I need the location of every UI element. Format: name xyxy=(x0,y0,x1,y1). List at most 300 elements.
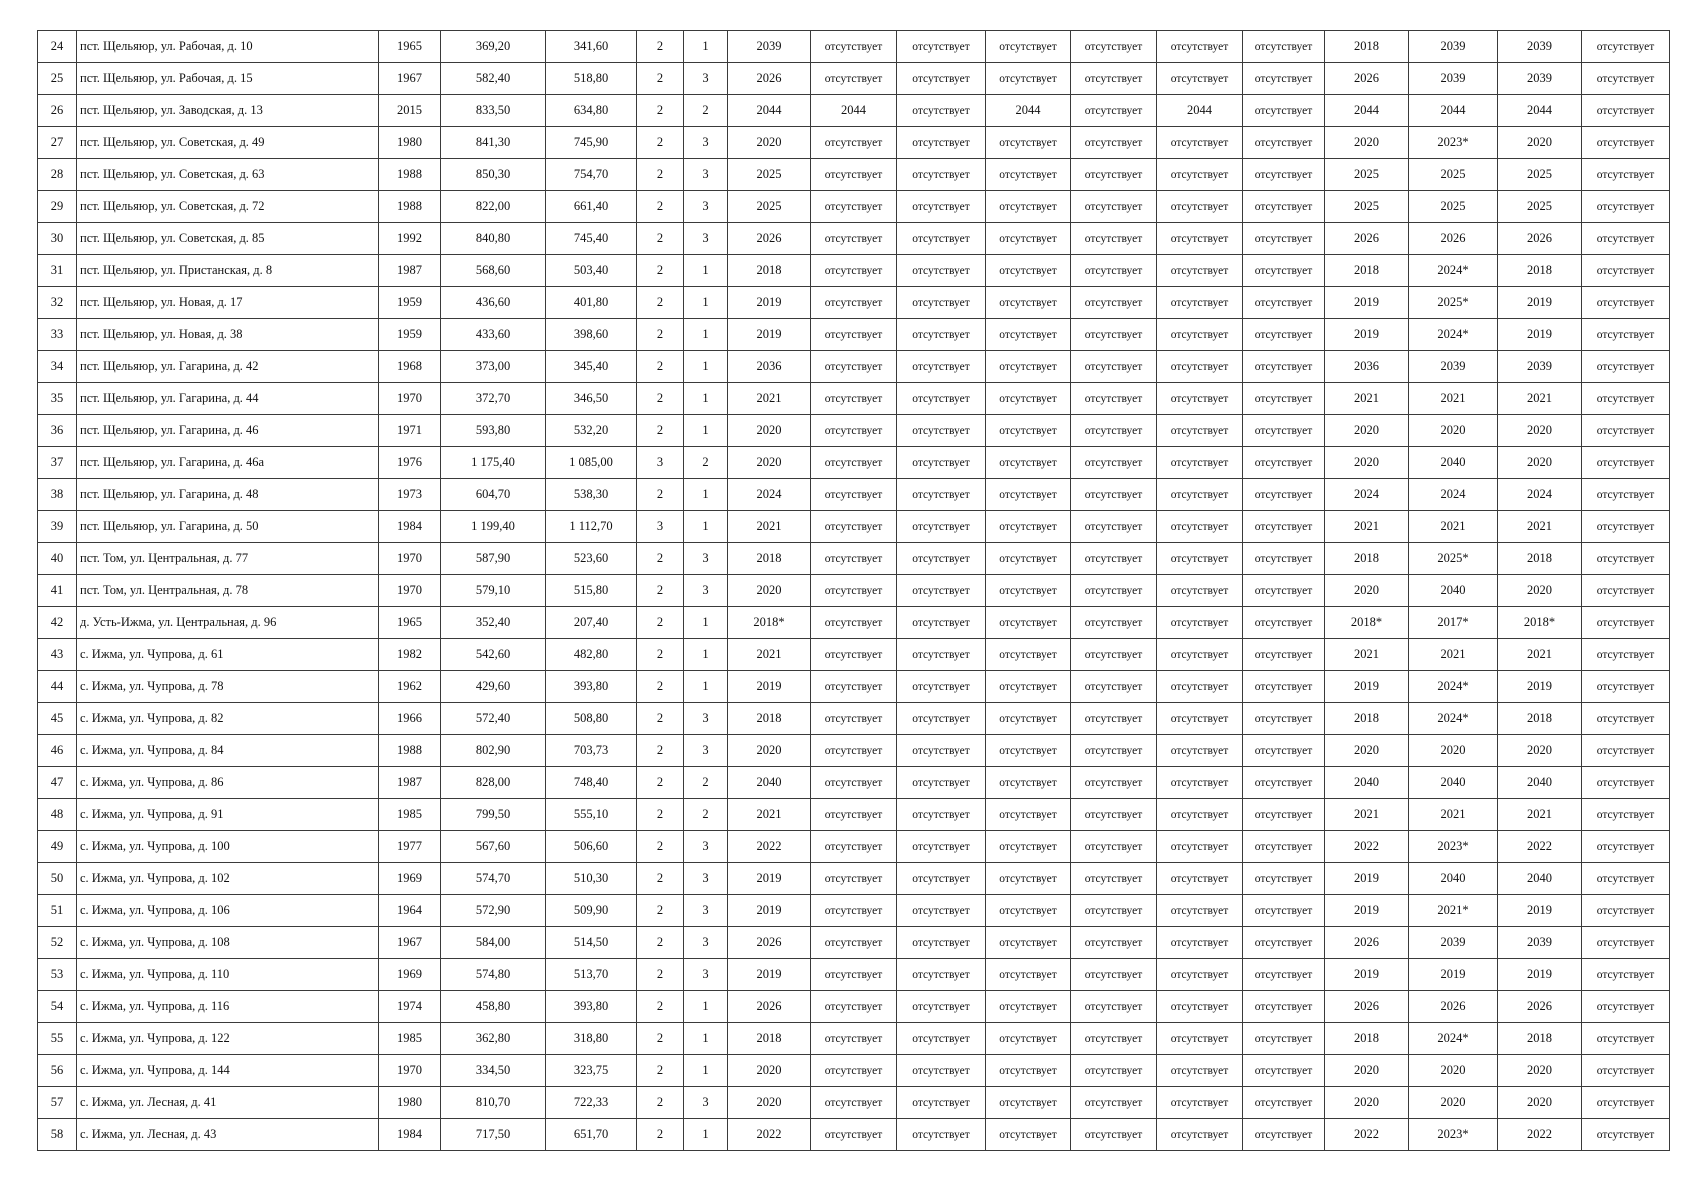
table-row xyxy=(38,927,1670,959)
table-cell: отсутствует xyxy=(811,735,897,767)
table-cell: отсутствует xyxy=(1157,255,1243,287)
table-cell: отсутствует xyxy=(897,351,986,383)
table-cell: отсутствует xyxy=(1582,735,1670,767)
table-cell: 2017* xyxy=(1409,607,1498,639)
living-area-cell: 341,60 xyxy=(546,31,637,63)
table-row xyxy=(38,63,1670,95)
table-cell: отсутствует xyxy=(1071,1055,1157,1087)
table-cell: 2026 xyxy=(1409,223,1498,255)
table-cell: отсутствует xyxy=(811,703,897,735)
table-cell: 2019 xyxy=(1325,671,1409,703)
entrances-cell: 1 xyxy=(684,1023,728,1055)
address-cell: пст. Щельяюр, ул. Гагарина, д. 44 xyxy=(77,383,379,415)
table-cell: отсутствует xyxy=(1157,767,1243,799)
row-number-cell: 26 xyxy=(38,95,77,127)
table-cell: отсутствует xyxy=(1582,895,1670,927)
repair-year-cell: 2018 xyxy=(728,543,811,575)
table-cell: отсутствует xyxy=(1157,287,1243,319)
living-area-cell: 513,70 xyxy=(546,959,637,991)
table-cell: отсутствует xyxy=(1071,831,1157,863)
table-cell: 2020 xyxy=(1325,575,1409,607)
table-cell: отсутствует xyxy=(1582,31,1670,63)
table-cell: отсутствует xyxy=(897,831,986,863)
living-area-cell: 506,60 xyxy=(546,831,637,863)
total-area-cell: 828,00 xyxy=(441,767,546,799)
table-cell: отсутствует xyxy=(1157,735,1243,767)
total-area-cell: 593,80 xyxy=(441,415,546,447)
address-cell: пст. Щельяюр, ул. Гагарина, д. 50 xyxy=(77,511,379,543)
table-cell: отсутствует xyxy=(1157,895,1243,927)
table-cell: 2019 xyxy=(1325,319,1409,351)
entrances-cell: 2 xyxy=(684,95,728,127)
repair-year-cell: 2026 xyxy=(728,927,811,959)
table-cell: отсутствует xyxy=(1071,383,1157,415)
table-cell: 2039 xyxy=(1498,927,1582,959)
repair-year-cell: 2019 xyxy=(728,959,811,991)
repair-year-cell: 2020 xyxy=(728,447,811,479)
floors-cell: 2 xyxy=(637,991,684,1023)
table-cell: 2018 xyxy=(1325,543,1409,575)
build-year-cell: 1964 xyxy=(379,895,441,927)
table-cell: отсутствует xyxy=(986,1023,1071,1055)
floors-cell: 2 xyxy=(637,1087,684,1119)
build-year-cell: 1984 xyxy=(379,1119,441,1151)
row-number-cell: 27 xyxy=(38,127,77,159)
living-area-cell: 745,90 xyxy=(546,127,637,159)
address-cell: пст. Щельяюр, ул. Новая, д. 38 xyxy=(77,319,379,351)
table-cell: отсутствует xyxy=(1157,1087,1243,1119)
repair-year-cell: 2036 xyxy=(728,351,811,383)
address-cell: с. Ижма, ул. Чупрова, д. 78 xyxy=(77,671,379,703)
table-cell: отсутствует xyxy=(1071,799,1157,831)
entrances-cell: 3 xyxy=(684,863,728,895)
living-area-cell: 532,20 xyxy=(546,415,637,447)
repair-year-cell: 2018 xyxy=(728,703,811,735)
floors-cell: 2 xyxy=(637,479,684,511)
table-row xyxy=(38,511,1670,543)
table-cell: 2021 xyxy=(1498,383,1582,415)
floors-cell: 2 xyxy=(637,319,684,351)
table-cell: 2020 xyxy=(1325,447,1409,479)
table-cell: отсутствует xyxy=(986,287,1071,319)
table-cell: отсутствует xyxy=(811,799,897,831)
living-area-cell: 515,80 xyxy=(546,575,637,607)
table-cell: 2019 xyxy=(1409,959,1498,991)
living-area-cell: 393,80 xyxy=(546,671,637,703)
table-cell: 2025 xyxy=(1498,191,1582,223)
table-cell: отсутствует xyxy=(897,31,986,63)
row-number-cell: 28 xyxy=(38,159,77,191)
repair-year-cell: 2020 xyxy=(728,1087,811,1119)
table-cell: отсутствует xyxy=(897,767,986,799)
row-number-cell: 47 xyxy=(38,767,77,799)
address-cell: пст. Щельяюр, ул. Гагарина, д. 48 xyxy=(77,479,379,511)
table-cell: отсутствует xyxy=(811,383,897,415)
table-row xyxy=(38,287,1670,319)
table-cell: 2024 xyxy=(1498,479,1582,511)
address-cell: пст. Щельяюр, ул. Пристанская, д. 8 xyxy=(77,255,379,287)
repair-year-cell: 2021 xyxy=(728,639,811,671)
table-row xyxy=(38,703,1670,735)
table-cell: отсутствует xyxy=(897,1087,986,1119)
table-cell: отсутствует xyxy=(811,287,897,319)
address-cell: с. Ижма, ул. Чупрова, д. 91 xyxy=(77,799,379,831)
table-cell: отсутствует xyxy=(986,31,1071,63)
table-cell: отсутствует xyxy=(1582,1055,1670,1087)
table-row xyxy=(38,1055,1670,1087)
table-cell: 2044 xyxy=(811,95,897,127)
table-cell: 2019 xyxy=(1325,959,1409,991)
table-cell: отсутствует xyxy=(897,383,986,415)
table-cell: отсутствует xyxy=(1243,511,1325,543)
table-cell: 2021* xyxy=(1409,895,1498,927)
entrances-cell: 1 xyxy=(684,255,728,287)
living-area-cell: 482,80 xyxy=(546,639,637,671)
total-area-cell: 433,60 xyxy=(441,319,546,351)
floors-cell: 2 xyxy=(637,607,684,639)
address-cell: пст. Том, ул. Центральная, д. 77 xyxy=(77,543,379,575)
total-area-cell: 568,60 xyxy=(441,255,546,287)
table-cell: отсутствует xyxy=(986,703,1071,735)
row-number-cell: 24 xyxy=(38,31,77,63)
table-cell: 2019 xyxy=(1325,895,1409,927)
entrances-cell: 1 xyxy=(684,671,728,703)
table-cell: отсутствует xyxy=(897,159,986,191)
table-cell: отсутствует xyxy=(1582,1087,1670,1119)
table-cell: 2039 xyxy=(1498,351,1582,383)
table-cell: отсутствует xyxy=(1582,191,1670,223)
floors-cell: 2 xyxy=(637,159,684,191)
floors-cell: 2 xyxy=(637,351,684,383)
build-year-cell: 1969 xyxy=(379,959,441,991)
table-cell: 2025* xyxy=(1409,543,1498,575)
floors-cell: 2 xyxy=(637,31,684,63)
table-cell: отсутствует xyxy=(986,223,1071,255)
table-cell: отсутствует xyxy=(986,1087,1071,1119)
table-cell: отсутствует xyxy=(1157,863,1243,895)
table-cell: отсутствует xyxy=(1157,351,1243,383)
build-year-cell: 1970 xyxy=(379,575,441,607)
build-year-cell: 1967 xyxy=(379,63,441,95)
table-cell: отсутствует xyxy=(811,511,897,543)
build-year-cell: 1987 xyxy=(379,255,441,287)
table-cell: 2040 xyxy=(1409,447,1498,479)
repair-year-cell: 2020 xyxy=(728,575,811,607)
table-cell: отсутствует xyxy=(1157,927,1243,959)
table-cell: отсутствует xyxy=(1071,223,1157,255)
table-cell: 2023* xyxy=(1409,831,1498,863)
build-year-cell: 1984 xyxy=(379,511,441,543)
living-area-cell: 634,80 xyxy=(546,95,637,127)
table-cell: 2039 xyxy=(1498,31,1582,63)
total-area-cell: 429,60 xyxy=(441,671,546,703)
table-cell: отсутствует xyxy=(897,575,986,607)
table-cell: отсутствует xyxy=(1071,927,1157,959)
floors-cell: 2 xyxy=(637,1023,684,1055)
table-row xyxy=(38,191,1670,223)
total-area-cell: 822,00 xyxy=(441,191,546,223)
table-cell: отсутствует xyxy=(1243,287,1325,319)
entrances-cell: 3 xyxy=(684,191,728,223)
living-area-cell: 555,10 xyxy=(546,799,637,831)
table-cell: отсутствует xyxy=(1582,255,1670,287)
table-cell: отсутствует xyxy=(986,863,1071,895)
address-cell: с. Ижма, ул. Чупрова, д. 100 xyxy=(77,831,379,863)
table-cell: отсутствует xyxy=(897,607,986,639)
total-area-cell: 572,40 xyxy=(441,703,546,735)
table-cell: отсутствует xyxy=(811,575,897,607)
housing-repair-schedule-table xyxy=(37,30,1670,1151)
row-number-cell: 46 xyxy=(38,735,77,767)
table-cell: отсутствует xyxy=(1243,255,1325,287)
table-cell: 2040 xyxy=(1409,767,1498,799)
table-cell: 2021 xyxy=(1325,799,1409,831)
row-number-cell: 52 xyxy=(38,927,77,959)
table-cell: 2018 xyxy=(1498,255,1582,287)
table-cell: 2021 xyxy=(1325,383,1409,415)
table-cell: 2039 xyxy=(1409,927,1498,959)
table-cell: отсутствует xyxy=(1071,95,1157,127)
table-cell: отсутствует xyxy=(811,927,897,959)
total-area-cell: 574,80 xyxy=(441,959,546,991)
table-cell: отсутствует xyxy=(1071,1087,1157,1119)
table-cell: отсутствует xyxy=(1071,863,1157,895)
table-cell: отсутствует xyxy=(1157,959,1243,991)
table-cell: отсутствует xyxy=(1243,671,1325,703)
build-year-cell: 1976 xyxy=(379,447,441,479)
build-year-cell: 1987 xyxy=(379,767,441,799)
entrances-cell: 1 xyxy=(684,287,728,319)
total-area-cell: 799,50 xyxy=(441,799,546,831)
row-number-cell: 35 xyxy=(38,383,77,415)
table-cell: отсутствует xyxy=(1157,639,1243,671)
total-area-cell: 362,80 xyxy=(441,1023,546,1055)
table-cell: 2024* xyxy=(1409,671,1498,703)
table-cell: отсутствует xyxy=(986,191,1071,223)
table-cell: отсутствует xyxy=(1243,735,1325,767)
build-year-cell: 1980 xyxy=(379,1087,441,1119)
living-area-cell: 401,80 xyxy=(546,287,637,319)
table-cell: отсутствует xyxy=(1071,287,1157,319)
table-cell: отсутствует xyxy=(1582,223,1670,255)
living-area-cell: 510,30 xyxy=(546,863,637,895)
table-cell: отсутствует xyxy=(986,415,1071,447)
table-cell: отсутствует xyxy=(1157,991,1243,1023)
table-cell: отсутствует xyxy=(1243,959,1325,991)
table-cell: отсутствует xyxy=(1157,63,1243,95)
table-cell: 2020 xyxy=(1325,127,1409,159)
table-cell: 2020 xyxy=(1409,1055,1498,1087)
table-cell: отсутствует xyxy=(1243,895,1325,927)
table-cell: 2025 xyxy=(1409,191,1498,223)
row-number-cell: 49 xyxy=(38,831,77,863)
table-cell: отсутствует xyxy=(811,127,897,159)
table-cell: отсутствует xyxy=(897,319,986,351)
address-cell: пст. Щельяюр, ул. Рабочая, д. 10 xyxy=(77,31,379,63)
floors-cell: 3 xyxy=(637,447,684,479)
table-cell: 2022 xyxy=(1325,831,1409,863)
entrances-cell: 3 xyxy=(684,127,728,159)
table-cell: 2020 xyxy=(1498,735,1582,767)
table-cell: 2018* xyxy=(1498,607,1582,639)
table-cell: 2040 xyxy=(1498,863,1582,895)
table-cell: 2020 xyxy=(1325,1055,1409,1087)
table-cell: отсутствует xyxy=(1243,1055,1325,1087)
table-row xyxy=(38,831,1670,863)
table-cell: 2020 xyxy=(1325,415,1409,447)
table-cell: отсутствует xyxy=(1243,799,1325,831)
table-cell: отсутствует xyxy=(897,127,986,159)
table-cell: отсутствует xyxy=(811,1023,897,1055)
table-cell: отсутствует xyxy=(986,735,1071,767)
table-cell: отсутствует xyxy=(986,383,1071,415)
address-cell: с. Ижма, ул. Чупрова, д. 82 xyxy=(77,703,379,735)
table-cell: отсутствует xyxy=(897,63,986,95)
living-area-cell: 538,30 xyxy=(546,479,637,511)
address-cell: с. Ижма, ул. Лесная, д. 41 xyxy=(77,1087,379,1119)
table-cell: 2018 xyxy=(1325,703,1409,735)
build-year-cell: 1967 xyxy=(379,927,441,959)
table-cell: отсутствует xyxy=(1243,607,1325,639)
table-cell: 2025* xyxy=(1409,287,1498,319)
entrances-cell: 1 xyxy=(684,1055,728,1087)
repair-year-cell: 2020 xyxy=(728,415,811,447)
table-cell: отсутствует xyxy=(811,1119,897,1151)
repair-year-cell: 2026 xyxy=(728,991,811,1023)
table-cell: 2019 xyxy=(1498,287,1582,319)
table-row xyxy=(38,479,1670,511)
table-cell: отсутствует xyxy=(897,415,986,447)
table-cell: отсутствует xyxy=(1243,767,1325,799)
repair-year-cell: 2021 xyxy=(728,799,811,831)
table-cell: отсутствует xyxy=(1582,991,1670,1023)
table-cell: отсутствует xyxy=(986,479,1071,511)
table-cell: 2026 xyxy=(1325,927,1409,959)
table-cell: отсутствует xyxy=(986,511,1071,543)
table-cell: отсутствует xyxy=(986,575,1071,607)
table-cell: отсутствует xyxy=(1243,863,1325,895)
table-cell: отсутствует xyxy=(986,1055,1071,1087)
total-area-cell: 841,30 xyxy=(441,127,546,159)
floors-cell: 2 xyxy=(637,63,684,95)
address-cell: пст. Щельяюр, ул. Советская, д. 63 xyxy=(77,159,379,191)
living-area-cell: 651,70 xyxy=(546,1119,637,1151)
table-cell: отсутствует xyxy=(1582,639,1670,671)
table-cell: отсутствует xyxy=(1243,1087,1325,1119)
build-year-cell: 1985 xyxy=(379,799,441,831)
table-cell: 2039 xyxy=(1498,63,1582,95)
living-area-cell: 323,75 xyxy=(546,1055,637,1087)
table-cell: отсутствует xyxy=(986,767,1071,799)
entrances-cell: 3 xyxy=(684,223,728,255)
table-cell: отсутствует xyxy=(811,767,897,799)
table-row xyxy=(38,735,1670,767)
table-cell: отсутствует xyxy=(1582,415,1670,447)
table-cell: отсутствует xyxy=(986,991,1071,1023)
address-cell: с. Ижма, ул. Чупрова, д. 122 xyxy=(77,1023,379,1055)
table-cell: 2026 xyxy=(1325,63,1409,95)
table-cell: отсутствует xyxy=(811,863,897,895)
total-area-cell: 579,10 xyxy=(441,575,546,607)
table-cell: 2022 xyxy=(1325,1119,1409,1151)
table-cell: 2022 xyxy=(1498,1119,1582,1151)
table-cell: 2018* xyxy=(1325,607,1409,639)
row-number-cell: 37 xyxy=(38,447,77,479)
table-cell: отсутствует xyxy=(1582,63,1670,95)
table-cell: отсутствует xyxy=(1582,767,1670,799)
table-cell: отсутствует xyxy=(897,511,986,543)
table-cell: отсутствует xyxy=(897,223,986,255)
floors-cell: 2 xyxy=(637,287,684,319)
table-cell: отсутствует xyxy=(1243,927,1325,959)
table-cell: отсутствует xyxy=(1071,639,1157,671)
living-area-cell: 745,40 xyxy=(546,223,637,255)
row-number-cell: 45 xyxy=(38,703,77,735)
build-year-cell: 1988 xyxy=(379,159,441,191)
table-cell: отсутствует xyxy=(1071,191,1157,223)
address-cell: пст. Щельяюр, ул. Гагарина, д. 46 xyxy=(77,415,379,447)
row-number-cell: 39 xyxy=(38,511,77,543)
table-cell: отсутствует xyxy=(1243,127,1325,159)
table-row xyxy=(38,127,1670,159)
table-cell: отсутствует xyxy=(897,191,986,223)
entrances-cell: 3 xyxy=(684,63,728,95)
table-cell: 2044 xyxy=(1325,95,1409,127)
table-cell: 2018 xyxy=(1325,255,1409,287)
repair-year-cell: 2018* xyxy=(728,607,811,639)
entrances-cell: 3 xyxy=(684,735,728,767)
repair-year-cell: 2025 xyxy=(728,159,811,191)
total-area-cell: 802,90 xyxy=(441,735,546,767)
table-cell: отсутствует xyxy=(897,639,986,671)
table-cell: отсутствует xyxy=(1243,447,1325,479)
table-cell: 2019 xyxy=(1498,319,1582,351)
table-cell: отсутствует xyxy=(1582,95,1670,127)
table-cell: 2018 xyxy=(1498,1023,1582,1055)
table-cell: 2044 xyxy=(1409,95,1498,127)
floors-cell: 2 xyxy=(637,799,684,831)
table-cell: 2024* xyxy=(1409,319,1498,351)
floors-cell: 2 xyxy=(637,703,684,735)
table-cell: отсутствует xyxy=(811,223,897,255)
table-cell: отсутствует xyxy=(1243,479,1325,511)
table-row xyxy=(38,767,1670,799)
table-cell: отсутствует xyxy=(1071,607,1157,639)
entrances-cell: 1 xyxy=(684,31,728,63)
table-cell: 2023* xyxy=(1409,127,1498,159)
repair-year-cell: 2019 xyxy=(728,671,811,703)
row-number-cell: 33 xyxy=(38,319,77,351)
table-cell: 2039 xyxy=(1409,31,1498,63)
living-area-cell: 207,40 xyxy=(546,607,637,639)
build-year-cell: 1988 xyxy=(379,191,441,223)
table-cell: отсутствует xyxy=(897,991,986,1023)
build-year-cell: 2015 xyxy=(379,95,441,127)
living-area-cell: 1 112,70 xyxy=(546,511,637,543)
address-cell: пст. Щельяюр, ул. Советская, д. 72 xyxy=(77,191,379,223)
table-cell: отсутствует xyxy=(1071,895,1157,927)
total-area-cell: 584,00 xyxy=(441,927,546,959)
table-cell: 2025 xyxy=(1325,191,1409,223)
total-area-cell: 572,90 xyxy=(441,895,546,927)
table-cell: отсутствует xyxy=(1157,159,1243,191)
address-cell: с. Ижма, ул. Чупрова, д. 61 xyxy=(77,639,379,671)
total-area-cell: 833,50 xyxy=(441,95,546,127)
table-cell: отсутствует xyxy=(1157,511,1243,543)
build-year-cell: 1970 xyxy=(379,1055,441,1087)
table-row xyxy=(38,351,1670,383)
floors-cell: 2 xyxy=(637,831,684,863)
